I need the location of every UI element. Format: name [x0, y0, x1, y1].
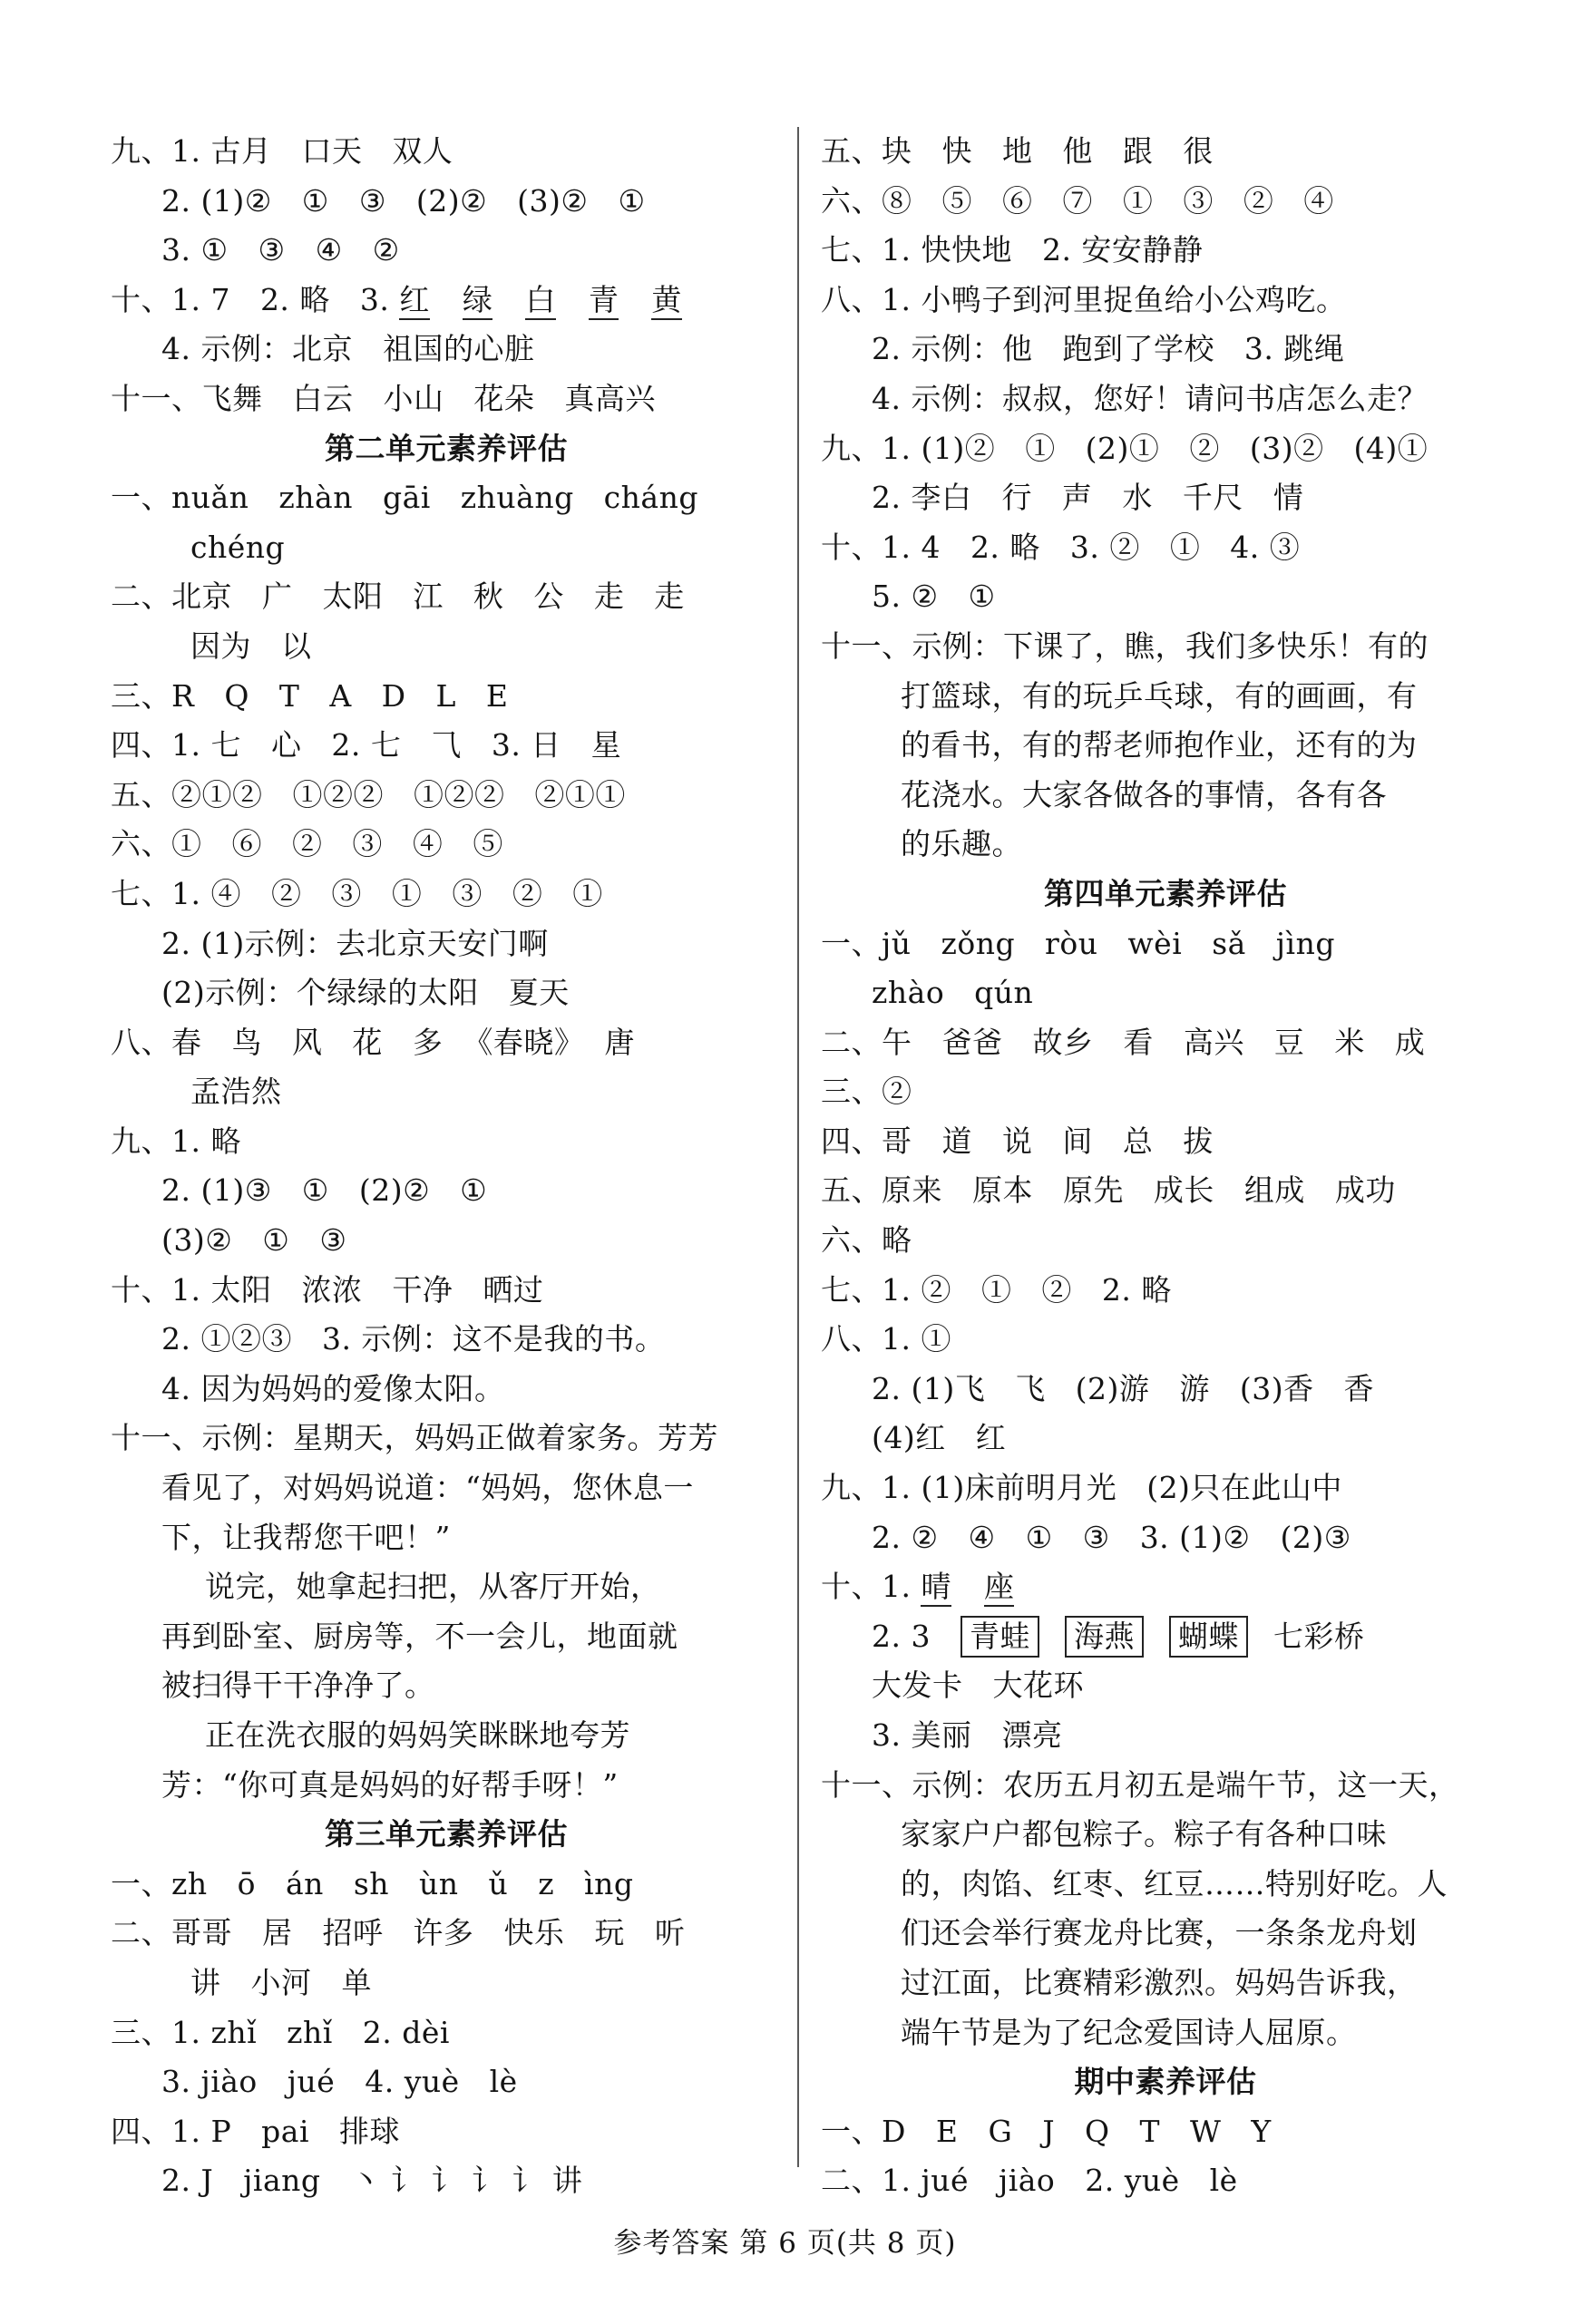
answer-line: 花浇水。大家各做各的事情，各有各: [901, 776, 1387, 812]
answer-line: 七、1. 快快地 2. 安安静静: [821, 232, 1204, 268]
answer-line: 看见了，对妈妈说道：“妈妈，您休息一: [161, 1470, 694, 1506]
answer-line: 十一、飞舞 白云 小山 花朵 真高兴: [111, 380, 656, 416]
answer-line: 十、1. 太阳 浓浓 干净 晒过: [111, 1271, 544, 1308]
column-divider: [797, 127, 799, 2167]
answer-line: 七、1. ④ ② ③ ① ③ ② ①: [111, 875, 603, 911]
section-heading: 第四单元素养评估: [1044, 875, 1287, 911]
answer-line: 七、1. ② ① ② 2. 略: [821, 1271, 1172, 1308]
answer-text: 2. 3: [872, 1618, 961, 1654]
answer-line: chéng: [190, 529, 286, 565]
answer-line: 五、②①② ①②② ①②② ②①①: [111, 776, 626, 812]
underlined-answer: 红: [399, 282, 430, 320]
answer-line: 孟浩然: [190, 1074, 282, 1110]
underlined-answer: 白: [525, 282, 556, 320]
answer-line: (4)红 红: [872, 1420, 1007, 1456]
answer-line: 二、哥哥 居 招呼 许多 快乐 玩 听: [111, 1915, 686, 1951]
answer-line: 十一、示例：下课了，瞧，我们多快乐！有的: [821, 627, 1429, 664]
answer-line: 2. (1)飞 飞 (2)游 游 (3)香 香: [872, 1370, 1375, 1406]
answer-line: 六、⑧ ⑤ ⑥ ⑦ ① ③ ② ④: [821, 182, 1334, 219]
answer-line: 四、哥 道 说 间 总 拔: [821, 1123, 1214, 1159]
answer-text: 七彩桥: [1273, 1618, 1365, 1654]
answer-line: [821, 1562, 1510, 1612]
answer-line: 九、1. 古月 口天 双人: [111, 133, 453, 169]
underlined-answer: 黄: [651, 282, 682, 320]
answer-line: 一、zh ō án sh ùn ǔ z ìng: [111, 1865, 634, 1901]
answer-line: 八、1. ①: [821, 1321, 951, 1357]
answer-line: 三、R Q T A D L E: [111, 677, 509, 714]
answer-line: 4. 示例：叔叔，您好！请问书店怎么走？: [872, 380, 1428, 416]
answer-line: 的，肉馅、红枣、红豆……特别好吃。人: [901, 1865, 1448, 1901]
answer-line: 的看书，有的帮老师抱作业，还有的为: [901, 727, 1418, 763]
answer-line: 一、D E G J Q T W Y: [821, 2113, 1272, 2149]
section-heading: 第三单元素养评估: [325, 1816, 568, 1852]
answer-line: 们还会举行赛龙舟比赛，一条条龙舟划: [901, 1915, 1418, 1951]
answer-line: 2. ② ④ ① ③ 3. (1)② (2)③: [872, 1519, 1351, 1555]
left-column: [111, 127, 782, 2206]
answer-line: [111, 276, 782, 326]
answer-line: 3. jiào jué 4. yuè lè: [161, 2064, 518, 2100]
answer-line: (3)② ① ③: [161, 1222, 347, 1259]
answer-line: 一、jǔ zǒng ròu wèi sǎ jìng: [821, 925, 1335, 961]
answer-line: 2. (1)③ ① (2)② ①: [161, 1172, 488, 1209]
answer-line: [821, 1612, 1510, 1662]
page-footer: 参考答案 第 6 页(共 8 页): [613, 2227, 957, 2260]
answer-line: 说完，她拿起扫把，从客厅开始，: [165, 1569, 661, 1605]
answer-line: 八、1. 小鸭子到河里捉鱼给小公鸡吃。: [821, 281, 1347, 317]
answer-line: 再到卧室、厨房等，不一会儿，地面就: [161, 1618, 678, 1654]
answer-line: 5. ② ①: [872, 579, 996, 615]
answer-line: zhào qún: [872, 975, 1034, 1011]
answer-line: 二、北京 广 太阳 江 秋 公 走 走: [111, 579, 685, 615]
answer-line: 芳：“你可真是妈妈的好帮手呀！”: [161, 1766, 619, 1803]
answer-line: 三、1. zhǐ zhǐ 2. dèi: [111, 2014, 450, 2050]
underlined-answer: 座: [984, 1569, 1015, 1607]
answer-line: 正在洗衣服的妈妈笑眯眯地夸芳: [165, 1717, 630, 1753]
answer-line: 4. 示例：北京 祖国的心脏: [161, 331, 535, 367]
answer-line: 因为 以: [190, 627, 312, 664]
answer-line: 4. 因为妈妈的爱像太阳。: [161, 1370, 505, 1406]
answer-text: 十、1.: [821, 1569, 922, 1605]
answer-line: 讲 小河 单: [190, 1964, 372, 2000]
boxed-answer: 海燕: [1065, 1616, 1144, 1658]
answer-line: 2. 李白 行 声 水 千尺 情: [872, 480, 1304, 516]
answer-line: 十、1. 4 2. 略 3. ② ① 4. ③: [821, 529, 1301, 565]
answer-line: 六、略: [821, 1222, 912, 1259]
underlined-answer: 晴: [921, 1569, 951, 1607]
answer-text: 十、1. 7 2. 略 3.: [111, 281, 400, 317]
answer-line: 下，让我帮您干吧！”: [161, 1519, 451, 1555]
answer-line: 2. J jiang 丶 讠 讠 讠 讠 讲: [161, 2163, 583, 2199]
answer-line: 2. 示例：他 跑到了学校 3. 跳绳: [872, 331, 1345, 367]
answer-line: 过江面，比赛精彩激烈。妈妈告诉我，: [901, 1964, 1418, 2000]
answer-line: 的乐趣。: [901, 826, 1022, 862]
section-heading: 第二单元素养评估: [325, 430, 568, 466]
answer-line: 二、1. jué jiào 2. yuè lè: [821, 2163, 1238, 2199]
answer-line: 六、① ⑥ ② ③ ④ ⑤: [111, 826, 503, 862]
boxed-answer: 青蛙: [961, 1616, 1039, 1658]
right-column: [821, 127, 1510, 2206]
answer-line: 一、nuǎn zhàn gāi zhuàng cháng: [111, 480, 698, 516]
answer-line: 端午节是为了纪念爱国诗人屈原。: [901, 2014, 1357, 2050]
answer-line: 3. 美丽 漂亮: [872, 1717, 1063, 1753]
answer-line: 五、原来 原本 原先 成长 组成 成功: [821, 1172, 1396, 1209]
answer-line: 八、春 鸟 风 花 多 《春晓》 唐: [111, 1024, 635, 1060]
answer-line: 2. ①②③ 3. 示例：这不是我的书。: [161, 1321, 666, 1357]
answer-line: 3. ① ③ ④ ②: [161, 232, 400, 268]
answer-line: 大发卡 大花环: [872, 1668, 1084, 1704]
answer-line: 十一、示例：农历五月初五是端午节，这一天，: [821, 1766, 1459, 1803]
answer-line: 十一、示例：星期天，妈妈正做着家务。芳芳: [111, 1420, 718, 1456]
answer-line: 九、1. (1)床前明月光 (2)只在此山中: [821, 1470, 1342, 1506]
answer-line: 四、1. P pai 排球: [111, 2113, 400, 2149]
answer-line: 五、块 快 地 他 跟 很: [821, 133, 1214, 169]
answer-line: 被扫得干干净净了。: [161, 1668, 435, 1704]
answer-line: 三、②: [821, 1074, 912, 1110]
answer-line: (2)示例：个绿绿的太阳 夏天: [161, 975, 570, 1011]
answer-line: 九、1. (1)② ① (2)① ② (3)② (4)①: [821, 430, 1429, 466]
answer-line: 2. (1)示例：去北京天安门啊: [161, 925, 549, 961]
boxed-answer: 蝴蝶: [1169, 1616, 1248, 1658]
answer-line: 九、1. 略: [111, 1123, 241, 1159]
underlined-answer: 青: [589, 282, 619, 320]
underlined-answer: 绿: [463, 282, 493, 320]
section-heading: 期中素养评估: [1074, 2064, 1257, 2100]
answer-line: 二、午 爸爸 故乡 看 高兴 豆 米 成: [821, 1024, 1426, 1060]
answer-line: 四、1. 七 心 2. 七 ⺄ 3. 日 星: [111, 727, 622, 763]
answer-line: 家家户户都包粽子。粽子有各种口味: [901, 1816, 1387, 1852]
answer-line: 2. (1)② ① ③ (2)② (3)② ①: [161, 182, 646, 219]
answer-line: 打篮球，有的玩乒乓球，有的画画，有: [901, 677, 1418, 714]
